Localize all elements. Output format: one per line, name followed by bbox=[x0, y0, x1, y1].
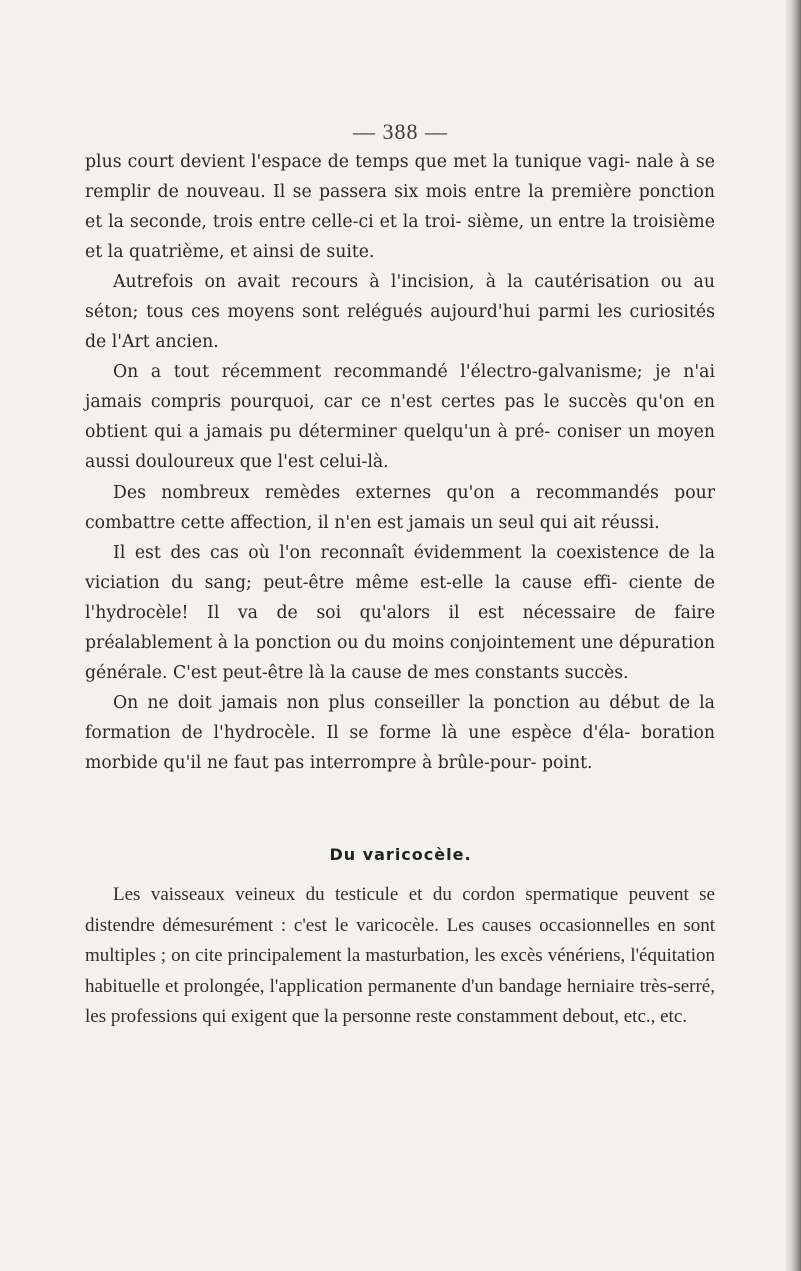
paragraph-6: On ne doit jamais non plus conseiller la ponction au début de la formation de l'hydrocèle. Il se forme là une espèce d'éla- boration morbide qu'il ne faut pas interrompre à brûle-pour- point. bbox=[85, 692, 715, 773]
paragraph-4: Des nombreux remèdes externes qu'on a recommandés pour combattre cette affection, il n'en est jamais un seul qui ait réussi. bbox=[85, 482, 715, 533]
section-heading: Du varicocèle. bbox=[329, 845, 472, 864]
paragraph-2: Autrefois on avait recours à l'incision, à la cautérisation ou au séton; tous ces moyens sont relégués aujourd'hui parmi les curiosités de l'Art ancien. bbox=[85, 272, 715, 353]
paragraph-3: On a tout récemment recommandé l'électro-galvanisme; je n'ai jamais compris pourquoi, car ce n'est certes pas le succès qu'on en obtient qui a jamais pu déterminer quelqu'un à pré- coniser un moyen aussi douloureux que l'est celui-là. bbox=[85, 362, 715, 473]
section-body-text bbox=[85, 880, 715, 1033]
body-text bbox=[85, 147, 715, 778]
section-paragraph: Les vaisseaux veineux du testicule et du cordon spermatique peuvent se distendre démesurément : c'est le varicocèle. Les causes occasionnelles en sont multiples ; on cite principalement la masturbation, les excès vénériens, l'équitation habituelle et prolongée, l'application permanente d'un bandage herniaire très-serré, les professions qui exigent que la personne reste constamment debout, etc., etc. bbox=[85, 884, 715, 1027]
page-edge-shadow bbox=[785, 0, 801, 1271]
page-number: — 388 — bbox=[353, 119, 448, 144]
paragraph-5: Il est des cas où l'on reconnaît évidemment la coexistence de la viciation du sang; peut-être même est-elle la cause effi- ciente de l'hydrocèle! Il va de soi qu'alors il est nécessaire de faire préalablement à la ponction ou du moins conjointement une dépuration générale. C'est peut-être là la cause de mes constants succès. bbox=[85, 542, 715, 683]
paragraph-1: plus court devient l'espace de temps que met la tunique vagi- nale à se remplir de nouveau. Il se passera six mois entre la première ponction et la seconde, trois entre celle-ci et la troi- sième, un entre la troisième et la quatrième, et ainsi de suite. bbox=[85, 152, 715, 263]
